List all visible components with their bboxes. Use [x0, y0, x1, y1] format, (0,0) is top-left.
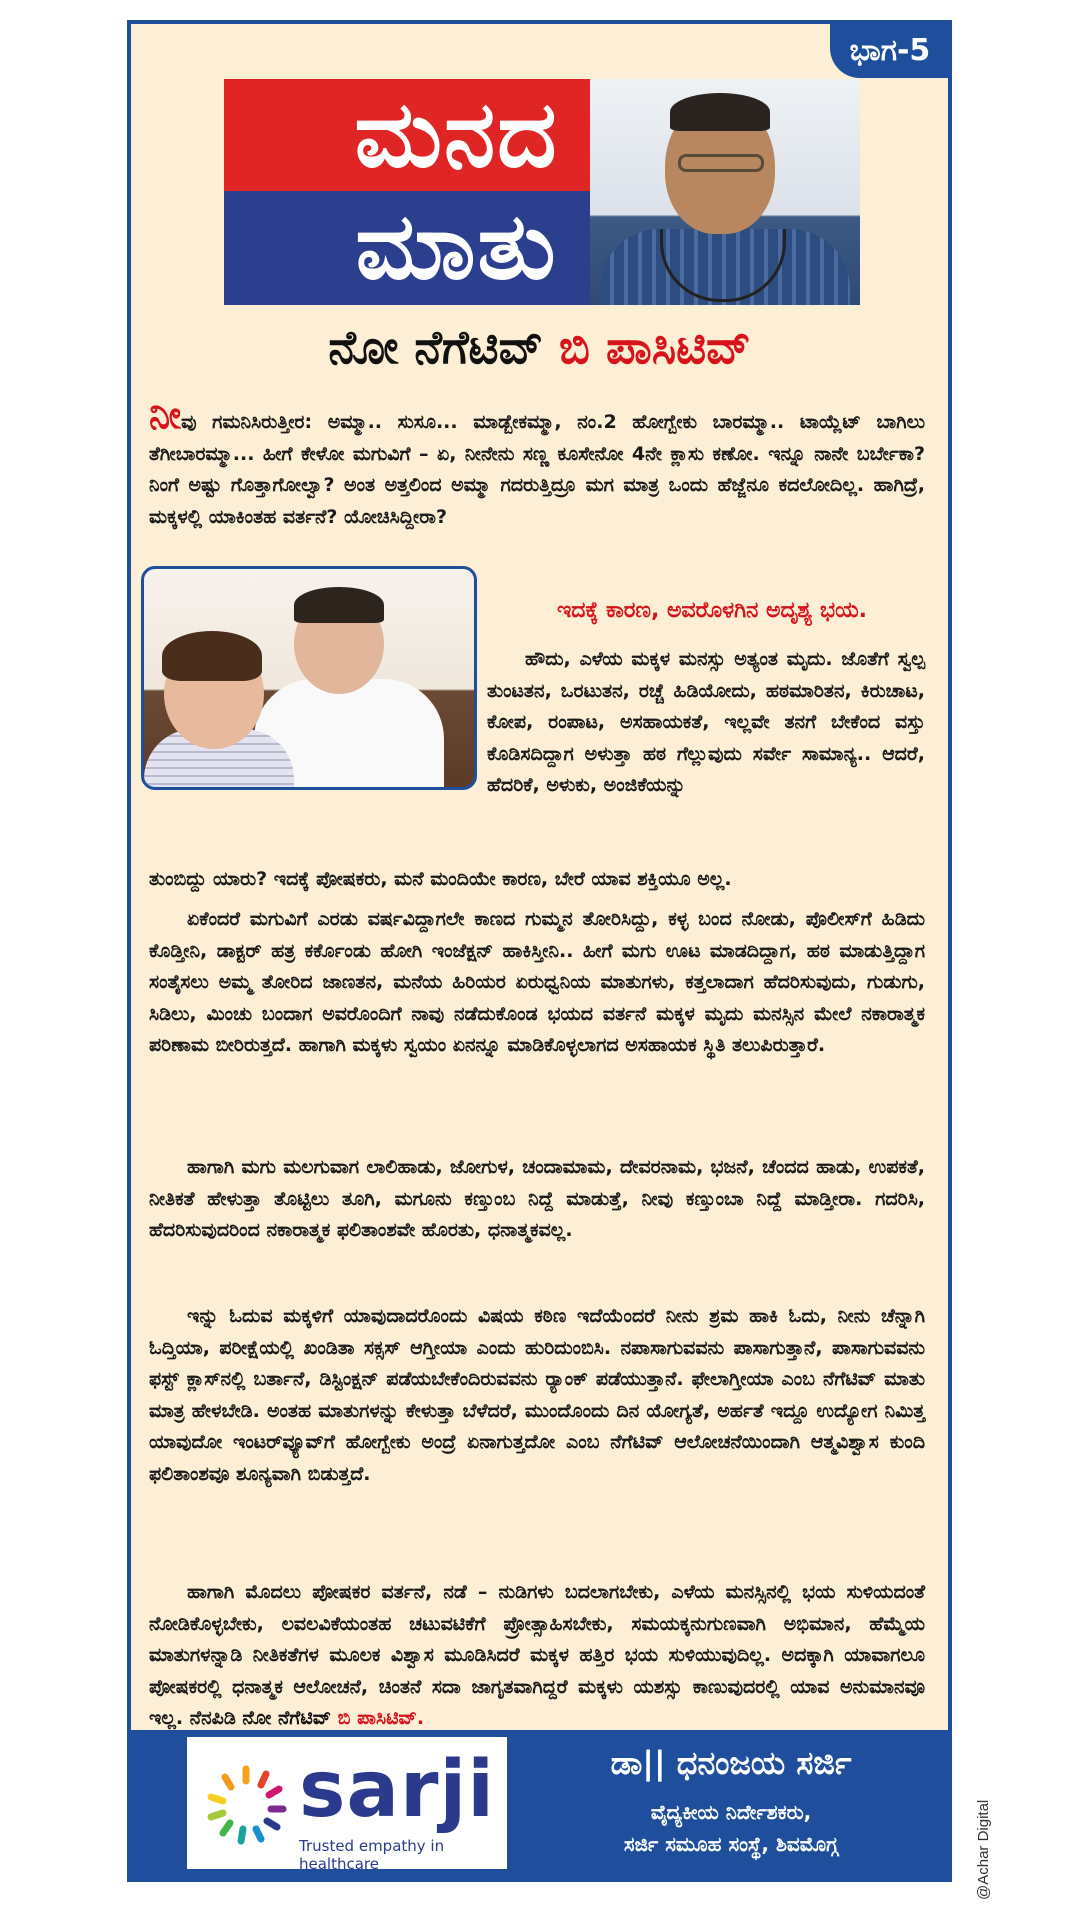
sarji-logo-icon: [201, 1759, 291, 1849]
subheading: ಇದಕ್ಕೆ ಕಾರಣ, ಅವರೊಳಗಿನ ಅದೃಶ್ಯ ಭಯ.: [557, 598, 867, 623]
article-headline: [131, 320, 948, 376]
paragraph-2: ಏಕೆಂದರೆ ಮಗುವಿಗೆ ಎರಡು ವರ್ಷವಿದ್ದಾಗಲೇ ಕಾಣದ ಗುಮ್ಮನ ತೋರಿಸಿದ್ದು, ಕಳ್ಳ ಬಂದ ನೋಡು, ಪೊಲೀಸ್‌ಗೆ ಹಿಡಿದು ಕೊಡ್ತೀನಿ, ಡಾಕ್ಟರ್ ಹತ್ರ ಕರ್ಕೊಂಡು ಹೋಗಿ ಇಂಜೆಕ್ಷನ್ ಹಾಕಿಸ್ತೀನಿ.. ಹೀಗೆ ಮಗು ಊಟ ಮಾಡದಿದ್ದಾಗ, ಹಠ ಮಾಡುತ್ತಿದ್ದಾಗ ಸಂತೈಸಲು ಅಮ್ಮ ತೋರಿದ ಜಾಣತನ, ಮನೆಯ ಹಿರಿಯರ ಏರುಧ್ವನಿಯ ಮಾತುಗಳು, ಕತ್ತಲಾದಾಗ ಹೆದರಿಸುವುದು, ಗುಡುಗು, ಸಿಡಿಲು, ಮಿಂಚು ಬಂದಾಗ ಅವರೊಂದಿಗೆ ನಾವು ನಡೆದುಕೊಂಡ ಭಯದ ವರ್ತನೆ ಮಕ್ಕಳ ಮೃದು ಮನಸ್ಸಿನ ಮೇಲೆ ನಕಾರಾತ್ಮಕ ಪರಿಣಾಮ ಬೀರಿರುತ್ತದೆ. ಹಾಗಾಗಿ ಮಕ್ಕಳು ಸ್ವಯಂ ಏನನ್ನೂ ಮಾಡಿಕೊಳ್ಳಲಾಗದ ಅಸಹಾಯಕ ಸ್ಥಿತಿ ತಲುಪಿರುತ್ತಾರೆ.: [149, 908, 925, 1056]
paragraph-3: ಹಾಗಾಗಿ ಮಗು ಮಲಗುವಾಗ ಲಾಲಿಹಾಡು, ಜೋಗುಳ, ಚಂದಾಮಾಮ, ದೇವರನಾಮ, ಭಜನೆ, ಚೆಂದದ ಹಾಡು, ಉಪಕತೆ, ನೀತಿಕತೆ ಹೇಳುತ್ತಾ ತೊಟ್ಟಿಲು ತೂಗಿ, ಮಗೂನು ಕಣ್ತುಂಬ ನಿದ್ದೆ ಮಾಡುತ್ತೆ, ನೀವು ಕಣ್ತುಂಬಾ ನಿದ್ದೆ ಮಾಡ್ತೀರಾ. ಗದರಿಸಿ, ಹೆದರಿಸುವುದರಿಂದ ನಕಾರಾತ್ಮಕ ಫಲಿತಾಂಶವೇ ಹೊರತು, ಧನಾತ್ಮಕವಲ್ಲ.: [149, 1156, 925, 1241]
logo-tagline: Trusted empathy in healthcare: [299, 1837, 445, 1873]
photo-credit: @Achar Digital: [975, 1799, 992, 1900]
doctor-name: ಡಾ|| ಧನಂಜಯ ಸರ್ಜಿ: [610, 1744, 852, 1782]
paragraph-1-right: ಹೌದು, ಎಳೆಯ ಮಕ್ಕಳ ಮನಸ್ಸು ಅತ್ಯಂತ ಮೃದು. ಜೊತೆಗೆ ಸ್ವಲ್ಪ ತುಂಟತನ, ಒರಟುತನ, ರಚ್ಚೆ ಹಿಡಿಯೋದು, ಹಠಮಾರಿತನ, ಕಿರುಚಾಟ, ಕೋಪ, ರಂಪಾಟ, ಅಸಹಾಯಕತೆ, ಇಲ್ಲವೇ ತನಗೆ ಬೇಕೆಂದ ವಸ್ತು ಕೊಡಿಸದಿದ್ದಾಗ ಅಳುತ್ತಾ ಹಠ ಗೆಲ್ಲುವುದು ಸರ್ವೇ ಸಾಮಾನ್ಯ.. ಆದರೆ, ಹೆದರಿಕೆ, ಅಳುಕು, ಅಂಜಿಕೆಯನ್ನು: [487, 648, 925, 796]
paragraph-5-text: ಹಾಗಾಗಿ ಮೊದಲು ಪೋಷಕರ ವರ್ತನೆ, ನಡೆ – ನುಡಿಗಳು ಬದಲಾಗಬೇಕು, ಎಳೆಯ ಮನಸ್ಸಿನಲ್ಲಿ ಭಯ ಸುಳಿಯದಂತೆ ನೋಡಿಕೊಳ್ಳಬೇಕು, ಲವಲವಿಕೆಯಂತಹ ಚಟುವಟಿಕೆಗೆ ಪ್ರೋತ್ಸಾಹಿಸಬೇಕು, ಸಮಯಕ್ಕನುಗುಣವಾಗಿ ಅಭಿಮಾನ, ಹೆಮ್ಮೆಯ ಮಾತುಗಳನ್ನಾಡಿ ನೀತಿಕತೆಗಳ ಮೂಲಕ ವಿಶ್ವಾಸ ಮೂಡಿಸಿದರೆ ಮಕ್ಕಳ ಹತ್ತಿರ ಭಯ ಸುಳಿಯುವುದಿಲ್ಲ. ಅದಕ್ಕಾಗಿ ಯಾವಾಗಲೂ ಪೋಷಕರಲ್ಲಿ ಧನಾತ್ಮಕ ಆಲೋಚನೆ, ಚಿಂತನೆ ಸದಾ ಜಾಗೃತವಾಗಿದ್ದರೆ ಮಕ್ಕಳು ಯಶಸ್ಸು ಕಾಣುವುದರಲ್ಲಿ ಯಾವ ಅನುಮಾನವೂ ಇಲ್ಲ. ನೆನಪಿಡಿ: [149, 1581, 925, 1729]
child-parent-photo: [141, 566, 477, 790]
doctor-designation: [521, 1796, 941, 1860]
drop-cap: ನೀ: [149, 393, 182, 437]
intro-text: ವು ಗಮನಿಸಿರುತ್ತೀರ: ಅಮ್ಮಾ.. ಸುಸೂ... ಮಾಡ್ಬೇಕಮ್ಮಾ, ನಂ.2 ಹೋಗ್ಬೇಕು ಬಾರಮ್ಮಾ.. ಟಾಯ್ಲೆಟ್ ಬಾಗಿಲು ತೆಗೀಬಾರಮ್ಮಾ... ಹೀಗೆ ಕೇಳೋ ಮಗುವಿಗೆ – ಏ, ನೀನೇನು ಸಣ್ಣ ಕೂಸೇನೋ 4ನೇ ಕ್ಲಾಸು ಕಣೋ. ಇನ್ನೂ ನಾನೇ ಬರ್ಬೇಕಾ? ನಿಂಗೆ ಅಷ್ಟು ಗೊತ್ತಾಗೋಲ್ವಾ? ಅಂತ ಅತ್ತಲಿಂದ ಅಮ್ಮಾ ಗದರುತ್ತಿದ್ರೂ ಮಗ ಮಾತ್ರ ಒಂದು ಹೆಜ್ಜೆನೂ ಕದಲೋದಿಲ್ಲ. ಹಾಗಿದ್ರೆ, ಮಕ್ಕಳಲ್ಲಿ ಯಾಕಿಂತಹ ವರ್ತನೆ? ಯೋಚಿಸಿದ್ದೀರಾ?: [149, 411, 925, 528]
paragraph-5: [149, 1577, 925, 1735]
banner-word-2: ಮಾತು: [355, 193, 558, 300]
doctor-portrait: [590, 79, 860, 305]
banner-word-1: ಮನದ: [354, 81, 559, 188]
intro-paragraph: [149, 393, 925, 533]
headline-red: ಬಿ ಪಾಸಿಟಿವ್: [559, 320, 751, 374]
paragraph-4: ಇನ್ನು ಓದುವ ಮಕ್ಕಳಿಗೆ ಯಾವುದಾದರೊಂದು ವಿಷಯ ಕಠಿಣ ಇದೆಯೆಂದರೆ ನೀನು ಶ್ರಮ ಹಾಕಿ ಓದು, ನೀನು ಚೆನ್ನಾಗಿ ಓದ್ತಿಯಾ, ಪರೀಕ್ಷೆಯಲ್ಲಿ ಖಂಡಿತಾ ಸಕ್ಸಸ್ ಆಗ್ತೀಯಾ ಎಂದು ಹುರಿದುಂಬಿಸಿ. ನಪಾಸಾಗುವವನು ಪಾಸಾಗುತ್ತಾನೆ, ಪಾಸಾಗುವವನು ಫಸ್ಟ್ ಕ್ಲಾಸ್‌ನಲ್ಲಿ ಬರ್ತಾನೆ, ಡಿಸ್ಟಿಂಕ್ಷನ್ ಪಡೆಯಬೇಕೆಂದಿರುವವನು ರ್‍ಯಾಂಕ್ ಪಡೆಯುತ್ತಾನೆ. ಫೇಲಾಗ್ತೀಯಾ ಎಂಬ ನೆಗೆಟಿವ್ ಮಾತು ಮಾತ್ರ ಹೇಳಬೇಡಿ. ಅಂತಹ ಮಾತುಗಳನ್ನು ಕೇಳುತ್ತಾ ಬೆಳೆದರೆ, ಮುಂದೊಂದು ದಿನ ಯೋಗ್ಯತೆ, ಅರ್ಹತೆ ಇದ್ದೂ ಉದ್ಯೋಗ ನಿಮಿತ್ತ ಯಾವುದೋ ಇಂಟರ್‌ವ್ಯೂವ್‌ಗೆ ಹೋಗ್ಬೇಕು ಅಂದ್ರೆ ಏನಾಗುತ್ತದೋ ಎಂಬ ನೆಗೆಟಿವ್ ಆಲೋಚನೆಯಿಂದಾಗಿ ಆತ್ಮವಿಶ್ವಾಸ ಕುಂದಿ ಫಲಿತಾಂಶವೂ ಶೂನ್ಯವಾಗಿ ಬಿಡುತ್ತದೆ.: [149, 1305, 925, 1485]
closing-black: ನೋ ನೆಗೆಟಿವ್: [242, 1707, 332, 1729]
logo-wordmark: sarji: [299, 1745, 496, 1835]
doctor-title-line-2: ಸರ್ಜಿ ಸಮೂಹ ಸಂಸ್ಥೆ, ಶಿವಮೊಗ್ಗ: [623, 1832, 839, 1856]
headline-black: ನೋ ನೆಗೆಟಿವ್: [328, 320, 544, 374]
article-page: [127, 20, 952, 1882]
paragraph-1-continued: ತುಂಬಿದ್ದು ಯಾರು? ಇದಕ್ಕೆ ಪೋಷಕರು, ಮನೆ ಮಂದಿಯೇ ಕಾರಣ, ಬೇರೆ ಯಾವ ಶಕ್ತಿಯೂ ಅಲ್ಲ.: [149, 868, 732, 890]
author-footer: [131, 1730, 948, 1878]
doctor-title-line-1: ವೈದ್ಯಕೀಯ ನಿರ್ದೇಶಕರು,: [650, 1800, 812, 1824]
sarji-logo: [187, 1737, 507, 1873]
column-banner: [224, 79, 860, 305]
closing-red: ಬಿ ಪಾಸಿಟಿವ್.: [337, 1707, 425, 1729]
part-number-tab: ಭಾಗ-5: [830, 22, 950, 78]
